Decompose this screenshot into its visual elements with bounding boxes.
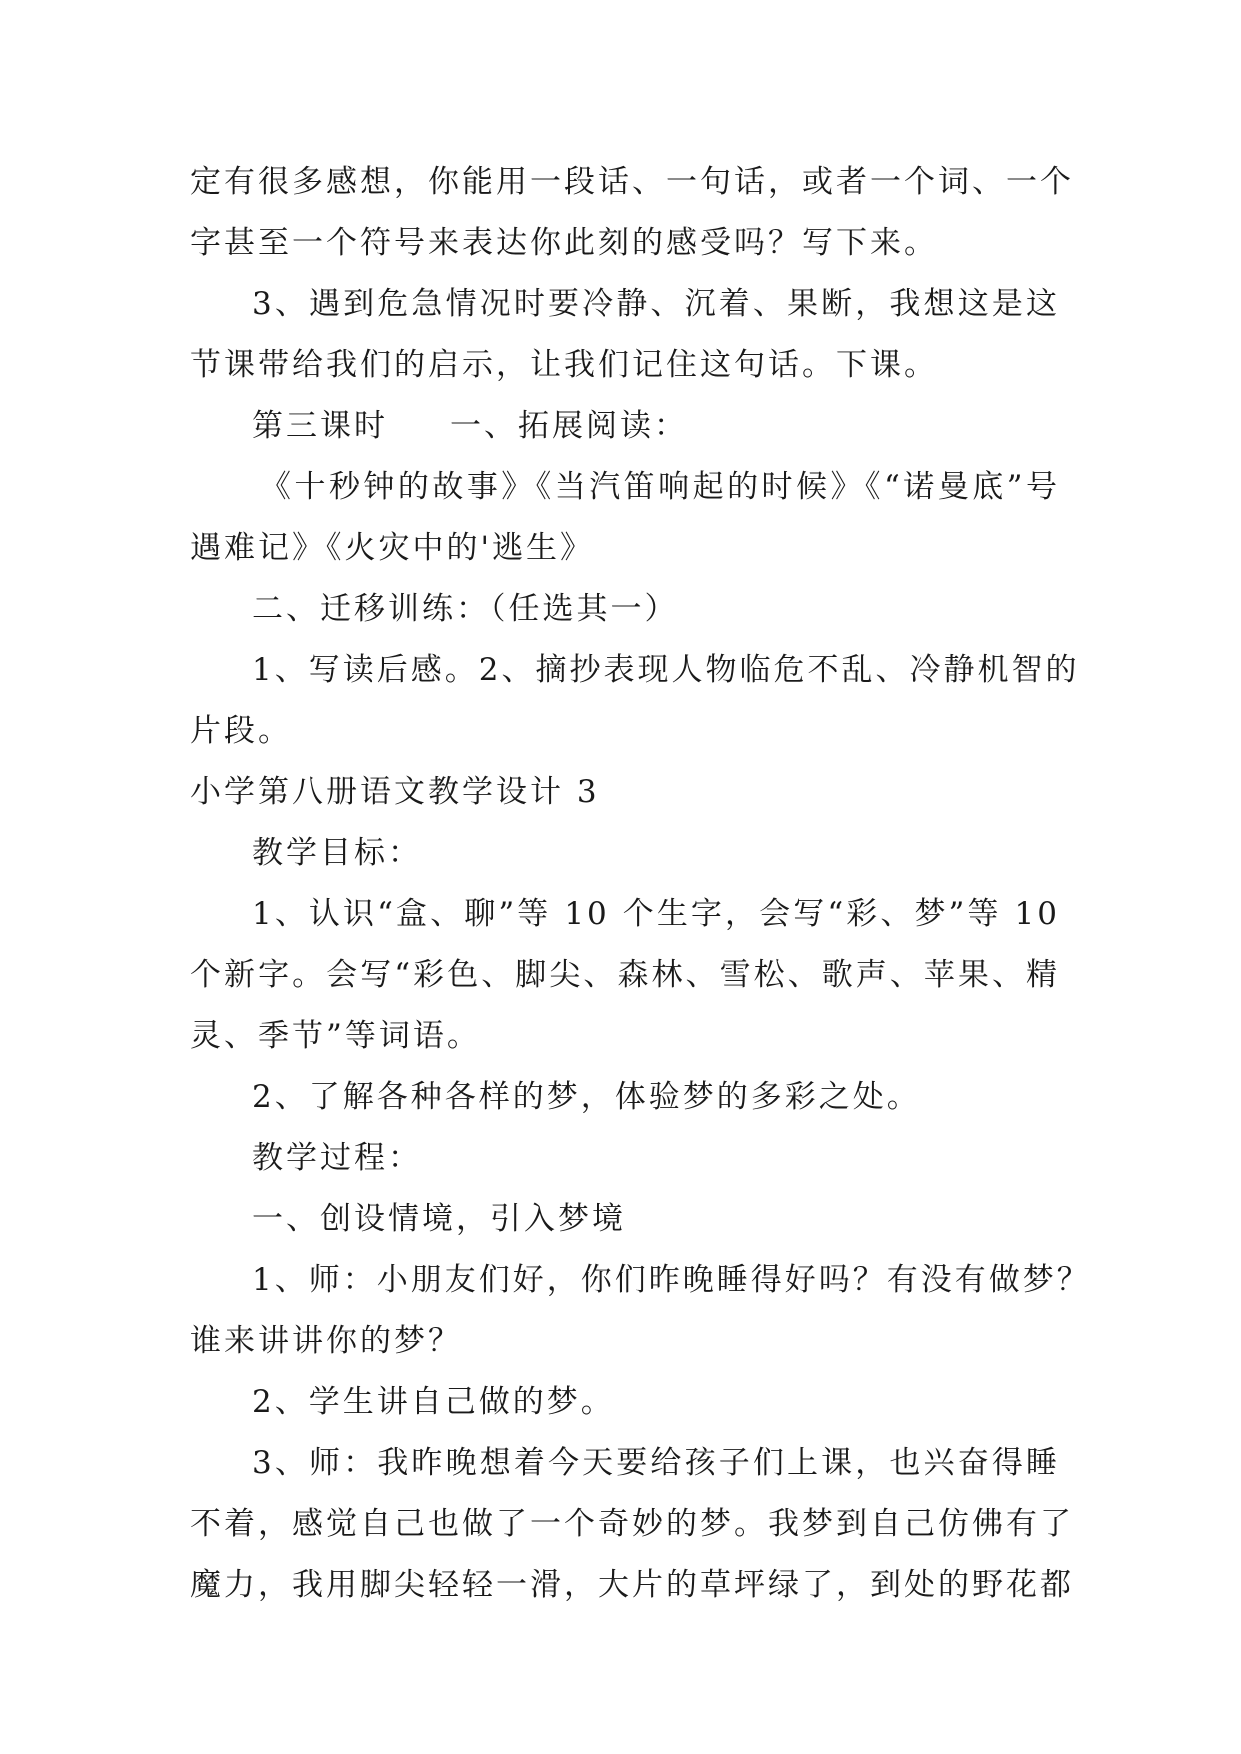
lesson-heading-line bbox=[190, 396, 1060, 457]
section-heading: 教学目标： bbox=[252, 835, 422, 871]
reading-list-line: 《十秒钟的故事》《当汽笛响起的时候》《“诺曼底”号 bbox=[260, 469, 1060, 505]
paragraph-line: 个新字。会写“彩色、脚尖、森林、雪松、歌声、苹果、精 bbox=[190, 957, 1060, 993]
paragraph-line: 不着，感觉自己也做了一个奇妙的梦。我梦到自己仿佛有了 bbox=[190, 1506, 1074, 1542]
paragraph-line: 1、写读后感。2、摘抄表现人物临危不乱、冷静机智的 bbox=[252, 652, 1080, 688]
reading-list-line: 遇难记》《火灾中的'逃生》 bbox=[190, 530, 595, 566]
lesson-period-label: 第三课时 bbox=[252, 408, 388, 444]
paragraph-line: 片段。 bbox=[190, 713, 292, 749]
paragraph-line: 1、认识“盒、聊”等 10 个生字，会写“彩、梦”等 10 bbox=[252, 896, 1060, 932]
paragraph-line: 字甚至一个符号来表达你此刻的感受吗？写下来。 bbox=[190, 225, 938, 261]
paragraph-line: 1、师：小朋友们好，你们昨晚睡得好吗？有没有做梦？ bbox=[252, 1262, 1091, 1298]
paragraph-line: 定有很多感想，你能用一段话、一句话，或者一个词、一个 bbox=[190, 164, 1074, 200]
paragraph-line: 3、遇到危急情况时要冷静、沉着、果断，我想这是这 bbox=[252, 286, 1060, 322]
section-heading: 教学过程： bbox=[252, 1140, 422, 1176]
paragraph-line: 谁来讲讲你的梦？ bbox=[190, 1323, 462, 1359]
section-heading: 一、拓展阅读： bbox=[450, 408, 688, 444]
section-heading: 一、创设情境，引入梦境 bbox=[252, 1201, 626, 1237]
document-title: 小学第八册语文教学设计 3 bbox=[190, 774, 600, 810]
section-heading: 二、迁移训练：（任选其一） bbox=[252, 591, 679, 627]
paragraph-line: 2、了解各种各样的梦，体验梦的多彩之处。 bbox=[252, 1079, 921, 1115]
paragraph-line: 3、师：我昨晚想着今天要给孩子们上课，也兴奋得睡 bbox=[252, 1445, 1060, 1481]
paragraph-line: 2、学生讲自己做的梦。 bbox=[252, 1384, 615, 1420]
paragraph-line: 魔力，我用脚尖轻轻一滑，大片的草坪绿了，到处的野花都 bbox=[190, 1567, 1074, 1603]
paragraph-line: 灵、季节”等词语。 bbox=[190, 1018, 481, 1054]
document-page bbox=[190, 152, 1091, 1616]
paragraph-line: 节课带给我们的启示，让我们记住这句话。下课。 bbox=[190, 347, 938, 383]
